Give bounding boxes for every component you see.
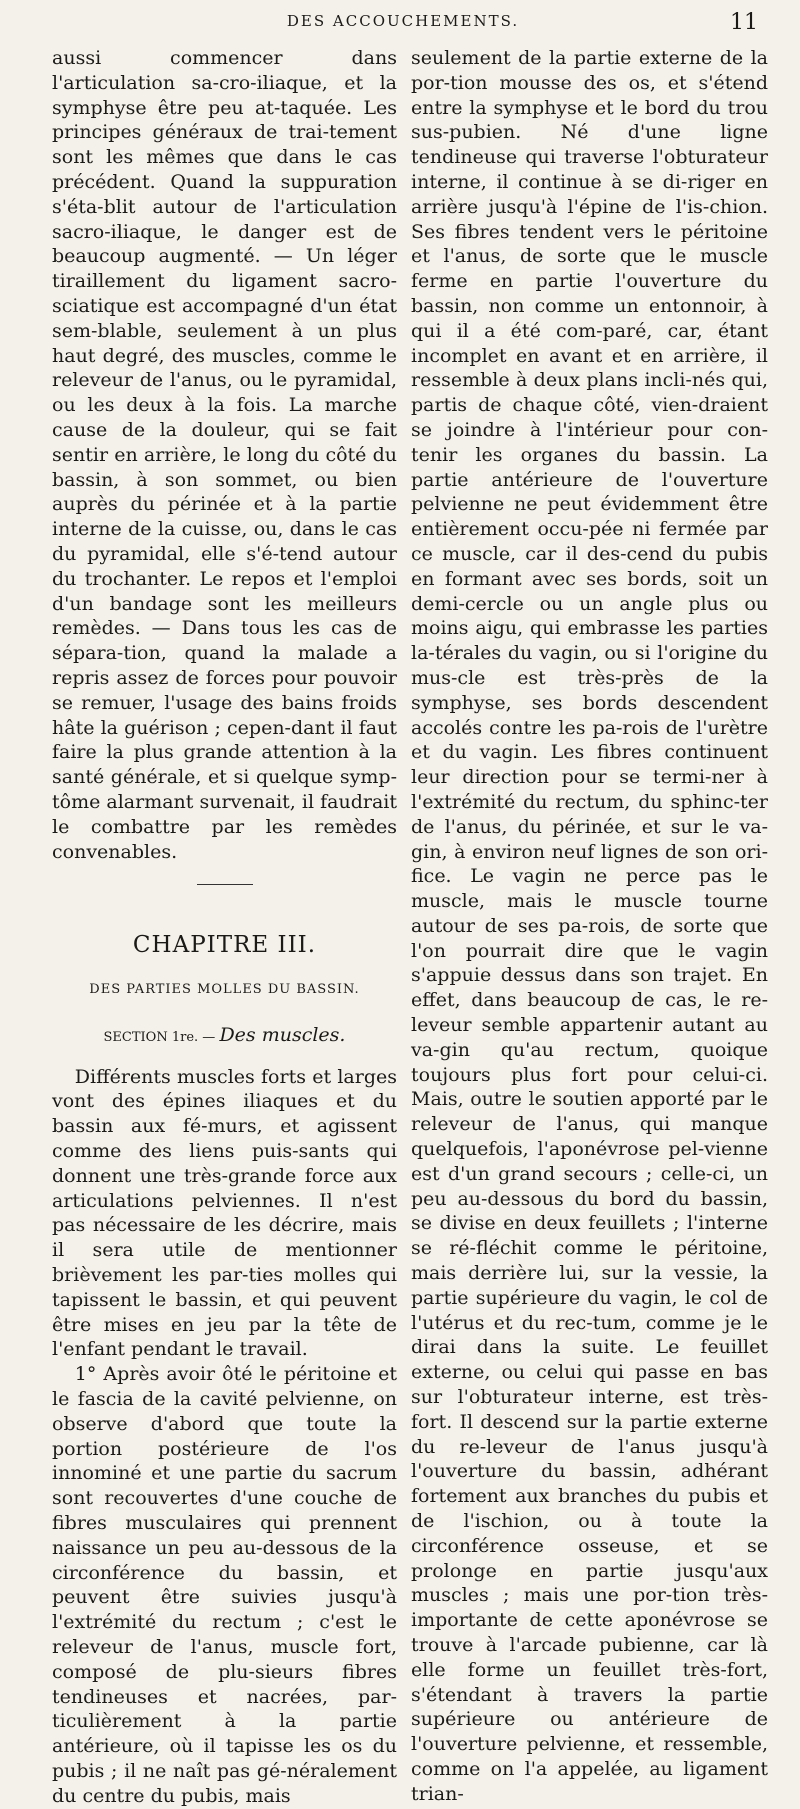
paragraph: seulement de la partie externe de la por-tion mousse des os, et s'étend entre la symphyse et le bord du trou sus-pubien. Né d'une ligne tendineuse qui traverse l'obturateur interne, il continue à se di-riger en arrière jusqu'à l'épine de l'is-chion. Ses fibres tendent vers le péritoine et l'anus, de sorte que le muscle ferme en partie l'ouverture du bassin, non comme un entonnoir, à qui il a été com-paré, car, étant incomplet en avant et en arrière, il ressemble à deux plans incli-nés qui, partis de chaque côté, vien-draient se joindre à l'intérieur pour con-tenir les organes du bassin. La partie antérieure de l'ouverture pelvienne ne peut évidemment être entièrement occu-pée ni fermée par ce muscle, car il des-cend du pubis en formant avec ses bords, soit un demi-cercle ou un angle plus ou moins aigu, qui embrasse les parties la-térales du vagin, ou si l'origine du mus-cle est très-près de la symphyse, ses bords descendent accolés contre les pa-rois de l'urètre et du vagin. Les fibres continuent leur direction pour se termi-ner à l'extrémité du rectum, du sphinc-ter de l'anus, du périnée, et sur le va-gin, à environ neuf lignes de son ori-fice. Le vagin ne perce pas le muscle, mais le muscle tourne autour de ses pa-rois, de sorte que l'on pourrait dire que le vagin s'appuie dessus dans son trajet. En effet, dans beaucoup de cas, le re-leveur semble appartenir autant au va-gin qu'au rectum, quoique toujours plus fort pour celui-ci. Mais, outre le soutien apporté par le releveur de l'anus, qui manque quelquefois, l'aponévrose pel-vienne est d'un grand secours ; celle-ci, un peu au-dessous du bord du bassin, se divise en deux feuillets ; l'interne se ré-fléchit comme le péritoine, mais derrière lui, sur la vessie, la partie supérieure du vagin, le col de l'utérus et du rec-tum, comme je le dirai dans la suite. Le feuillet externe, ou celui qui passe en bas sur l'obturateur interne, est très-fort. Il descend sur la partie externe du re-leveur de l'anus jusqu'à l'ouverture du bassin, adhérant fortement aux branches du pubis et de l'ischion, ou à toute la circonférence osseuse, et se prolonge en partie jusqu'aux muscles ; mais une por-tion très-importante de cette aponévrose se trouve à l'arcade pubienne, car là elle forme un feuillet très-fort, s'étendant à travers la partie supérieure ou antérieure de l'ouverture pelvienne, et ressemble, comme on l'a appelée, au ligament trian- bbox=[411, 47, 768, 1805]
section-divider bbox=[197, 884, 253, 885]
part-heading: DES PARTIES MOLLES DU BASSIN. bbox=[89, 982, 360, 998]
paragraph: Différents muscles forts et larges vont des épines iliaques et du bassin aux fé-murs, et agissent comme des liens puis-sants qui donnent une très-grande force aux articulations pelviennes. Il n'est pas nécessaire de les décrire, mais il sera utile de mentionner brièvement les par-ties molles qui tapissent le bassin, et qui peuvent être mises en jeu par la tête de l'enfant pendant le travail. bbox=[52, 1065, 397, 1361]
section-label: SECTION 1re. — bbox=[103, 1029, 216, 1045]
running-title: DES ACCOUCHEMENTS. bbox=[286, 12, 520, 30]
left-column bbox=[52, 46, 397, 1809]
paragraph: 1° Après avoir ôté le péritoine et le fascia de la cavité pelvienne, on observe d'abord que toute la portion postérieure de l'os innominé et une partie du sacrum sont recouvertes d'une couche de fibres musculaires qui prennent naissance un peu au-dessous de la circonférence du bassin, et peuvent être suivies jusqu'à l'extrémité du rectum ; c'est le releveur de l'anus, muscle fort, composé de plu-sieurs fibres tendineuses et nacrées, par-ticulièrement à la partie antérieure, où il tapisse les os du pubis ; il ne naît pas gé-néralement du centre du pubis, mais bbox=[52, 1363, 397, 1807]
chapter-heading: CHAPITRE III. bbox=[132, 932, 317, 959]
section-title: Des muscles. bbox=[219, 1023, 346, 1046]
paragraph: aussi commencer dans l'articulation sa-cro-iliaque, et la symphyse être peu at-taquée. Les principes généraux de trai-tement sont les mêmes que dans le cas précédent. Quand la suppuration s'éta-blit autour de l'articulation sacro-iliaque, le danger est de beaucoup augmenté. — Un léger tiraillement du ligament sacro-sciatique est accompagné d'un état sem-blable, seulement à un plus haut degré, des muscles, comme le releveur de l'anus, ou le pyramidal, ou les deux à la fois. La marche cause de la douleur, qui se fait sentir en arrière, le long du côté du bassin, à son sommet, ou bien auprès du périnée et à la partie interne de la cuisse, ou, dans le cas du pyramidal, elle s'é-tend autour du trochanter. Le repos et l'emploi d'un bandage sont les meilleurs remèdes. — Dans tous les cas de sépara-tion, quand la malade a repris assez de forces pour pouvoir se remuer, l'usage des bains froids hâte la guérison ; cepen-dant il faut faire la plus grande attention à la santé générale, et si quelque symp-tôme alarmant survenait, il faudrait le combattre par les remèdes convenables. bbox=[52, 47, 397, 863]
section-heading bbox=[52, 1023, 397, 1051]
page-number: 11 bbox=[730, 10, 758, 35]
right-column bbox=[411, 46, 768, 1807]
page-header bbox=[36, 10, 770, 40]
